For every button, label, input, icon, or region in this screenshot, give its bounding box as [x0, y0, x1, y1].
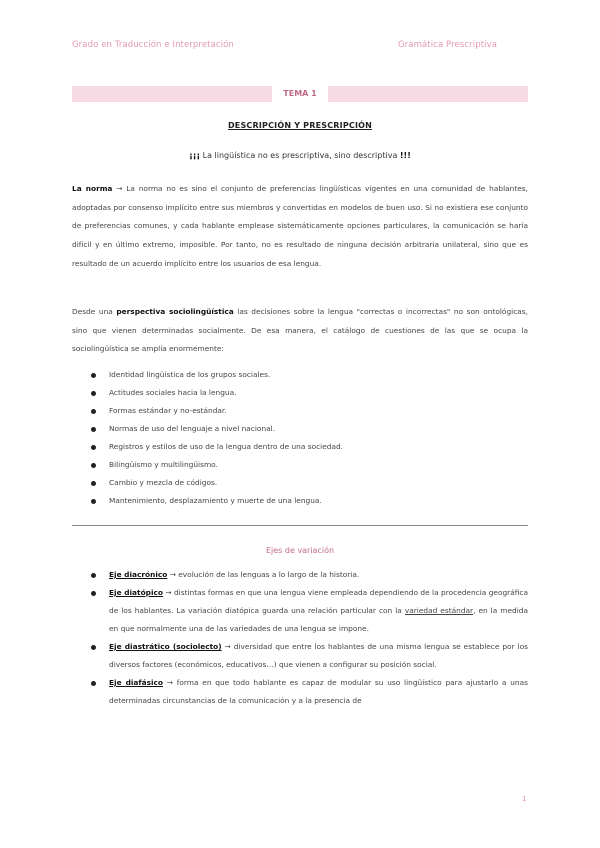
paragraph-socio-term: perspectiva sociolingüística	[116, 307, 234, 316]
variedad-estandar-underlined: variedad estándar	[404, 606, 474, 615]
list-item-term: Eje diafásico	[109, 678, 163, 687]
list-item: Bilingüismo y multilingüismo.	[72, 456, 528, 474]
list-item: Normas de uso del lenguaje a nivel nacional.	[72, 420, 528, 438]
list-item: Mantenimiento, desplazamiento y muerte de una lengua.	[72, 492, 528, 510]
list-item-eje-diatopico	[72, 584, 528, 638]
list-item-text: distintas formas en que una lengua viene empleada dependiendo de la procedencia geográfica de los hablantes. La variación diatópica guarda una relación particular con la	[109, 588, 528, 615]
paragraph-socio-pre: Desde una	[72, 307, 117, 316]
list-item-term: Eje diastrático (sociolecto)	[109, 642, 222, 651]
arrow-icon: →	[112, 184, 127, 193]
header-course-title: Grado en Traducción e Interpretación	[72, 40, 234, 50]
list-item-eje-diacronico	[72, 566, 528, 584]
paragraph-norma-term: La norma	[72, 184, 113, 193]
list-item: Registros y estilos de uso de la lengua dentro de una sociedad.	[72, 438, 528, 456]
tagline-close-marks: !!!	[399, 151, 411, 160]
list-item-eje-diafasico	[72, 674, 528, 710]
list-item: Formas estándar y no-estándar.	[72, 402, 528, 420]
arrow-icon: →	[221, 642, 234, 651]
list-item-text: diversidad que entre los hablantes de una misma lengua se establece por los diversos factores (económicos, educativos…) que vienen a configurar su posición social.	[109, 642, 528, 669]
section-title: Ejes de variación	[265, 546, 335, 555]
page-title: DESCRIPCIÓN Y PRESCRIPCIÓN	[227, 121, 373, 130]
list-item-text-after: , en la medida en que normalmente una de las variedades de una lengua se impone.	[109, 606, 528, 633]
list-item: Actitudes sociales hacia la lengua.	[72, 384, 528, 402]
list-item-eje-diastratico	[72, 638, 528, 674]
list-item: Cambio y mezcla de códigos.	[72, 474, 528, 492]
tema-label: TEMA 1	[272, 86, 328, 102]
paragraph-norma	[72, 180, 528, 274]
arrow-icon: →	[162, 588, 174, 597]
arrow-icon: →	[167, 570, 179, 579]
list-item: Identidad lingüística de los grupos sociales.	[72, 366, 528, 384]
list-item-text: evolución de las lenguas a lo largo de la historia.	[178, 570, 360, 579]
page-number: 1	[522, 795, 527, 803]
list-item-term: Eje diatópico	[109, 588, 163, 597]
list-item-term: Eje diacrónico	[109, 570, 168, 579]
tagline-open-marks: ¡¡¡	[189, 151, 201, 160]
tagline	[0, 151, 600, 160]
paragraph-norma-body: La norma no es sino el conjunto de preferencias lingüísticas vigentes en una comunidad de hablantes, adoptadas por consenso implícito entre sus miembros y convertidas en modelos de buen uso. Si no existiera ese conjunto de preferencias comunes, y cada hablante emplease sistemáticamente opciones particulares, la comunicación se haría difícil y en último extremo, imposible. Por tanto, no es resultado de ninguna decisión arbitraria unilateral, sino que es resultado de un acuerdo implícito entre los usuarios de esa lengua.	[72, 184, 528, 268]
header-subject-title: Gramática Prescriptiva	[398, 40, 498, 50]
tagline-text: La lingüística no es prescriptiva, sino descriptiva	[200, 151, 400, 160]
section-divider	[72, 525, 528, 526]
paragraph-sociolinguistica	[72, 303, 528, 359]
list-item-text: forma en que todo hablante es capaz de modular su uso lingüístico para ajustarlo a unas determinadas circunstancias de la comunicación y a la presencia de	[109, 678, 528, 705]
sociolinguistics-topics-list	[72, 366, 528, 510]
paragraph-socio-body: las decisiones sobre la lengua "correctas o incorrectas" no son ontológicas, sino que vienen determinadas socialmente. De esa manera, el catálogo de cuestiones de las que se ocupa la sociolingüística se amplía enormemente:	[72, 307, 528, 354]
arrow-icon: →	[163, 678, 177, 687]
variation-axes-list	[72, 566, 528, 710]
